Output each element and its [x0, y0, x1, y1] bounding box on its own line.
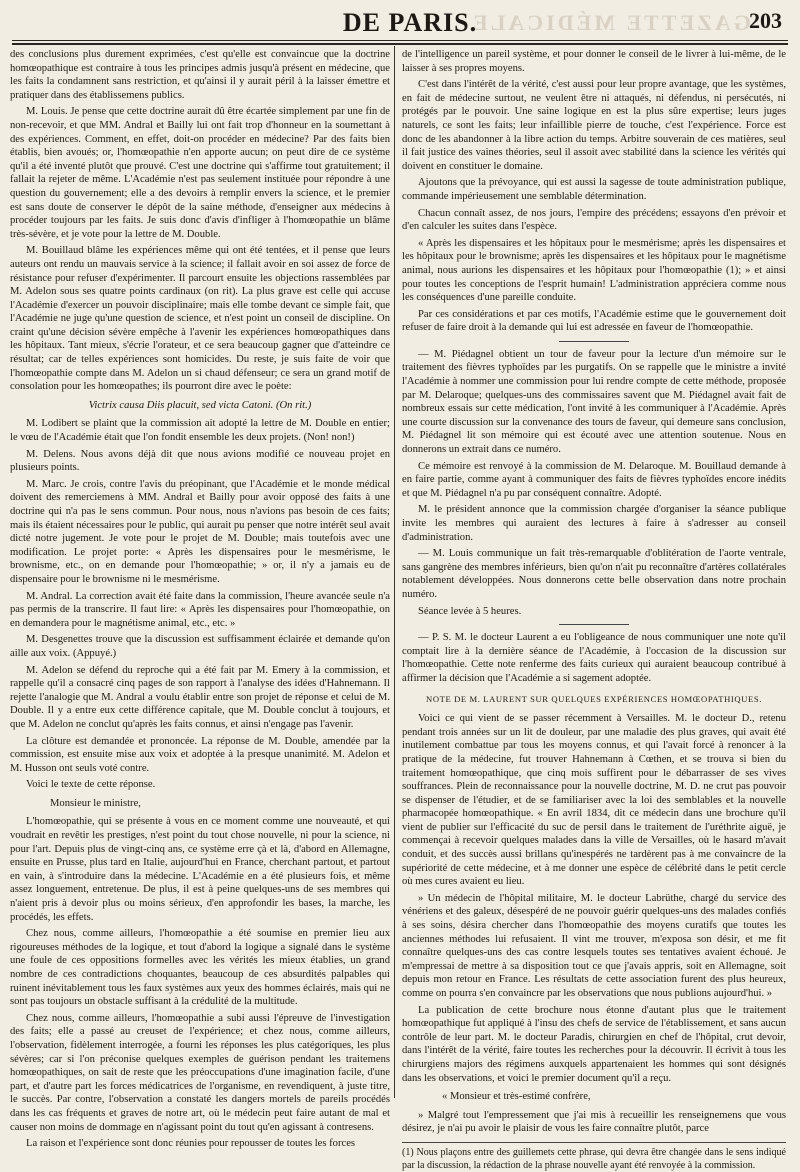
paragraph: M. le président annonce que la commission chargée d'organiser la séance publique invite les membres qui auraient des lectures à faire à s'adresser au conseil d'administration.: [402, 504, 786, 543]
salutation: Monsieur le ministre,: [50, 797, 141, 809]
footnote: (1) Nous plaçons entre des guillemets cette phrase, qui devra être changée dans le sens indiqué par la discussion, la rédaction de la phrase nouvelle ayant été renvoyée à la commission.: [402, 1142, 786, 1172]
paragraph: La raison et l'expérience sont donc réunies pour repousser de toutes les forces: [26, 1138, 356, 1150]
paragraph: — P. S. M. le docteur Laurent a eu l'obligeance de nous communiquer une note qu'il comptait lire à la dernière séance de l'Académie, à l'occasion de la discussion sur l'homœopathie. Cette note renferme des faits curieux qui auraient beaucoup contribué à affirmer la décision que l'Académie a si sagement adoptée.: [402, 632, 786, 684]
latin-quote: Victrix causa Diis placuit, sed victa Catoni. (On rit.): [88, 399, 312, 411]
paragraph: — M. Louis communique un fait très-remarquable d'oblitération de l'aorte ventrale, sans gangrène des membres inférieurs, bien qu'on n'ait pu reconnaître d'artères collatérales notablement développées. Nous donnerons cette belle observation dans notre prochain numéro.: [402, 548, 786, 600]
header-rule-thick: [12, 43, 788, 45]
left-column: [10, 48, 390, 1150]
paragraph: de l'intelligence un pareil système, et pour donner le conseil de le livrer à lui-même, de le laisser à ses propres moyens.: [402, 49, 786, 74]
paragraph: Chez nous, comme ailleurs, l'homœopathie a subi aussi l'épreuve de l'investigation des faits; elle a passé au creuset de l'expérience; et chez nous, comme ailleurs, l'observation, fidèlement interrogée, a fourni les réponses les plus catégoriques, les plus sévères; car si l'on préconise quelques exemples de guérison pendant les traitemens homœopathiques, on sait de reste que les préoccupations d'une imagination facile, d'une part, et d'autre part les forces médicatrices de l'organisme, en revendiquent, à juste titre, le succès. Par contre, l'observation a constaté les dangers mortels de pareils procédés dans les cas fréquents et graves de notre art, où le médecin peut faire autant de mal et causer non moins de dommage en n'agissant point du tout qu'en agissant à contresens.: [10, 1012, 390, 1133]
paragraph: » Un médecin de l'hôpital militaire, M. le docteur Labrüthe, chargé du service des vénériens et des galeux, désespéré de ne pouvoir guérir quelques-uns des malades confiés à ses soins, désira chercher dans l'homœopathie des moyens curatifs que toutes les anciennes méthodes lui refusaient. Il vint me trouver, m'exposa son désir, et me fit connaître quelques-uns des cas contre lesquels toutes ses tentatives avaient échoué. Je m'empressai de mettre à sa disposition tout ce que j'avais appris, soit en Allemagne, soit depuis mon retour en France. Les résultats de cette association furent des plus heureux, comme on pourra s'en convaincre par les observations que nous publions aujourd'hui. »: [402, 892, 786, 999]
paragraph: des conclusions plus durement exprimées, c'est qu'elle est convaincue que la doctrine homœopathique est contraire à tous les principes admis jusqu'à présent en médecine, que les faits la condamnent sans restriction, et qu'ainsi il y aurait péril à la laisser émettre et pratiquer dans des établissemens publics.: [10, 49, 390, 101]
paragraph: M. Louis. Je pense que cette doctrine aurait dû être écartée simplement par une fin de non-recevoir, et que MM. Andral et Bailly lui ont fait trop d'honneur en la soumettant à des expériences. Comment, en effet, doit-on procéder en médecine? Par des faits bien établis, bien avoués; or, l'homœopathie n'en apporte aucun; on peut dire de ce système qu'il a été inventé plutôt que prouvé. C'est une doctrine qui s'affirme tout gratuitement; il fallait la rejeter de même. L'Académie n'est pas seulement instituée pour répondre à une question du gouvernement; elle a des devoirs à remplir envers la science, et le premier est sans doute de conserver le dépôt de la saine méthode, d'enseigner aux médecins à procéder toujours par les faits. Je suis donc d'avis d'infliger à l'homœopathie un blâme très-sévère, et je vote pour la lettre de M. Double.: [10, 106, 390, 240]
paragraph: Chez nous, comme ailleurs, l'homœopathie a été soumise en premier lieu aux rigoureuses méthodes de la logique, et tout d'abord la logique a signalé dans le système une foule de ces oppositions formelles avec les vérités les mieux établies, un grand nombre de ces contradictions choquantes, beaucoup de ces absurdités palpables qui ruinent inévitablement tous les faux systèmes aux yeux des hommes éclairés, mais qui ne sont pas toujours un obstacle suffisant à la crédulité de la multitude.: [10, 928, 390, 1008]
paragraph: — M. Piédagnel obtient un tour de faveur pour la lecture d'un mémoire sur le traitement des fièvres typhoïdes par les purgatifs. On se rappelle que le ministre a invité l'Académie à nommer une commission pour lui rendre compte de cette méthode, proposée par M. Delaroque; quelques-uns des commissaires savent que M. Piédagnel avait fait de nombreux essais sur cette médication, l'ont invité à les communiquer à l'Académie. Après une courte discussion sur la convenance des tours de faveur, qui demeure sans conclusion, M. Piédagnel lit son mémoire qui est écouté avec une attention soutenue. Nous en donnerons un extrait dans ce numéro.: [402, 348, 786, 456]
note-heading: NOTE DE M. LAURENT SUR QUELQUES EXPÉRIENCES HOMŒOPATHIQUES.: [426, 693, 762, 704]
column-divider: [394, 46, 395, 1098]
paragraph: M. Lodibert se plaint que la commission ait adopté la lettre de M. Double en entier; le vœu de l'Académie était que l'on fondit ensemble les deux projets. (Non! non!): [10, 418, 390, 444]
paragraph: La publication de cette brochure nous étonne d'autant plus que le traitement homœopathique fut appliqué à l'insu des chefs de service de l'établissement, et sans aucun contrôle de leur part. M. le docteur Paradis, chirurgien en chef de l'hôpital, crut devoir, dans l'intérêt de la vérité, faire toutes les recherches pour la découvrir. Il écrivit à tous les chirurgiens majors des régimens auxquels appartenaient les hommes qui sont désignés dans les observations, et voici le premier document qu'il a reçu.: [402, 1004, 786, 1084]
show-through-text: GAZETTE MÉDICALE: [470, 10, 751, 35]
paragraph: « Après les dispensaires et les hôpitaux pour le mesmérisme; après les dispensaires et les hôpitaux pour le brownisme; après les dispensaires et les hôpitaux pour le magnétisme animal, nous aurions les dispensaires et les hôpitaux pour l'homœopathie (1); » et ainsi pour toutes les conceptions de l'esprit humain! L'administration appréciera comme nous les conséquences d'une pareille conduite.: [402, 237, 786, 304]
section-separator: [559, 341, 629, 342]
paragraph: C'est dans l'intérêt de la vérité, c'est aussi pour leur propre avantage, que les systèmes, en fait de médecine surtout, ne veulent être ni attaqués, ni défendus, ni persécutés, ni protégés par le pouvoir. Une saine logique en est la plus sûre expertise; leurs juges naturels, ce sont les faits; leur infaillible pierre de touche, c'est l'expérience. Force est donc de les abandonner à la libre action du temps. Arbitre souverain de ces matières, seul il fait justice des vaines théories, seul il assoit avec stabilité dans la science les vérités qui doivent en constituer le domaine.: [402, 79, 786, 172]
paragraph: Voici le texte de cette réponse.: [26, 779, 156, 791]
header-rule: [12, 40, 788, 41]
page-header: [0, 8, 800, 40]
paragraph: Chacun connaît assez, de nos jours, l'empire des précédens; essayons d'en prévoir et d'en calculer les suites dans l'espèce.: [402, 207, 786, 233]
page-number: 203: [749, 8, 782, 33]
paragraph: La clôture est demandée et prononcée. La réponse de M. Double, amendée par la commission, est ensuite mise aux voix et adoptée à la presque unanimité. M. Adelon et M. Husson ont seuls voté contre.: [10, 735, 390, 774]
right-column: [402, 48, 786, 1171]
paragraph: L'homœopathie, qui se présente à vous en ce moment comme une nouveauté, et qui voudrait en revêtir les prestiges, n'est point du tout chose nouvelle, ni pour la science, ni pour l'art. Depuis plus de vingt-cinq ans, ce système erre çà et là, d'abord en Allemagne, ensuite en Prusse, plus tard en Italie, aujourd'hui en France, cherchant partout, et partout en vain, à s'introduire dans la médecine. L'Académie en a été plusieurs fois, et même assez longuement, entretenue. De plus, il est à peine quelques-uns de ses membres qui n'aient pris à devoir plus ou moins sérieux, d'en approfondir les bases, la marche, les procédés, les effets.: [10, 816, 390, 923]
paragraph: Par ces considérations et par ces motifs, l'Académie estime que le gouvernement doit refuser de faire droit à la demande qui lui est adressée en faveur de l'homœopathie.: [402, 308, 786, 334]
paragraph: Voici ce qui vient de se passer récemment à Versailles. M. le docteur D., retenu pendant trois années sur un lit de douleur, par une maladie des plus graves, qui avait été inutilement combattue par tous les moyens connus, et qui l'avait forcé à renoncer à la pratique de la médecine, fut trouver Hahnemann à Cœthen, et se trouva si bien du traitement homœopathique, que cinq mois suffirent pour le débarrasser de ses vives souffrances. Plein de reconnaissance pour la nouvelle doctrine, M. D. ne crut pas pouvoir se dispenser de l'étudier, et de se familiariser avec la loi des semblables et la nouvelle pharmacopée homœopathique. « En avril 1834, dit ce médecin dans une brochure qu'il vient de publier sur l'efficacité du suc de persil dans le traitement de l'uréthrite aiguë, je commençai à recevoir quelques malades dans la ville de Versailles, où le hasard m'avait conduit, et des succès aussi brillans qu'inespérés ne tardèrent pas à me convaincre de la supériorité de cette médecine, et à me donner une espèce de célébrité dans le petit cercle où mes cures avaient eu lieu.: [402, 713, 786, 888]
paragraph: M. Desgenettes trouve que la discussion est suffisamment éclairée et demande qu'on aille aux voix. (Appuyé.): [10, 634, 390, 659]
paragraph: Ce mémoire est renvoyé à la commission de M. Delaroque. M. Bouillaud demande à en faire partie, comme ayant à communiquer des faits de fièvres typhoïdes encore inédits et que M. Piédagnel n'a pu par conséquent connaître. Adopté.: [402, 460, 786, 499]
paragraph: M. Adelon se défend du reproche qui a été fait par M. Emery à la commission, et rappelle qu'il a consacré cinq pages de son rapport à l'analyse des idées d'Hahnemann. Il rejette l'analogie que M. Andral a voulu établir entre son projet de réponse et celui de M. Double. Il y a entre eux cette différence capitale, que M. Double conclut à toujours, et que M. Adelon ne conclut qu'après les faits connus, et ainsi n'engage pas l'avenir.: [10, 664, 390, 730]
paragraph: M. Delens. Nous avons déjà dit que nous avions modifié ce nouveau projet en plusieurs points.: [10, 448, 390, 474]
letter-salutation: « Monsieur et très-estimé confrère,: [442, 1091, 591, 1103]
paragraph: Séance levée à 5 heures.: [418, 605, 522, 617]
section-separator: [559, 624, 629, 625]
paragraph: M. Bouillaud blâme les expériences même qui ont été tentées, et il pense que leurs auteurs ont rendu un mauvais service à la science; il fallait avoir en soi assez de force de résistance pour refuser d'expérimenter. Il parcourt ensuite les objections rassemblées par M. Adelon sous ses quatre points cardinaux (on rit). La plus grave est celle qui accuse l'Académie d'exercer un pouvoir disciplinaire; mais elle tombe devant ce simple fait, que l'Académie ne juge qu'une question de science, et n'est point un conseil de discipline. On craint qu'une décision sévère empêche à l'avenir les expériences homœopathiques dans les hôpitaux. Tant mieux, s'écrie l'orateur, et ce sera beaucoup gagner que d'atteindre ce résultat; car de telles expériences sont homicides. Du reste, je suis faite de voir que l'homœopathie compte dans M. Adelon un si chaud défenseur; ce sera un grand motif de consolation pour les homœopathes; ils pourront dire avec le poète:: [10, 245, 390, 393]
page-title: DE PARIS.: [342, 8, 478, 37]
paragraph: » Malgré tout l'empressement que j'ai mis à recueillir les renseignemens que vous désirez, je n'ai pu avoir le plaisir de vous les faire connaître plutôt, parce: [402, 1109, 786, 1135]
paragraph: Ajoutons que la prévoyance, qui est aussi la sagesse de toute administration publique, commande impérieusement une semblable détermination.: [402, 177, 786, 202]
paragraph: M. Marc. Je crois, contre l'avis du préopinant, que l'Académie et le monde médical doivent des remerciemens à MM. Andral et Bailly pour avoir opposé des faits à une doctrine qui n'a pas le sens commun. Pour nous, nous n'avions pas besoin de ces faits; mais ils étaient nécessaires pour le public, qui aurait pu penser que notre intérêt seul avait dicté notre jugement. Je vote pour le projet de M. Double; mais toutefois avec une modification. Le projet porte: « Après les dispensaires pour le mesmérisme, le brownisme, etc., on en demande pour l'homœopathie; » or, il n'y a jamais eu de dispensaire pour le brownisme ni le mesmérisme.: [10, 478, 390, 585]
paragraph: M. Andral. La correction avait été faite dans la commission, l'heure avancée seule n'a pas permis de la transcrire. Il faut lire: « Après les dispensaires pour l'homœopathie, on en demandera pour le magnétisme animal, etc., etc. »: [10, 590, 390, 629]
